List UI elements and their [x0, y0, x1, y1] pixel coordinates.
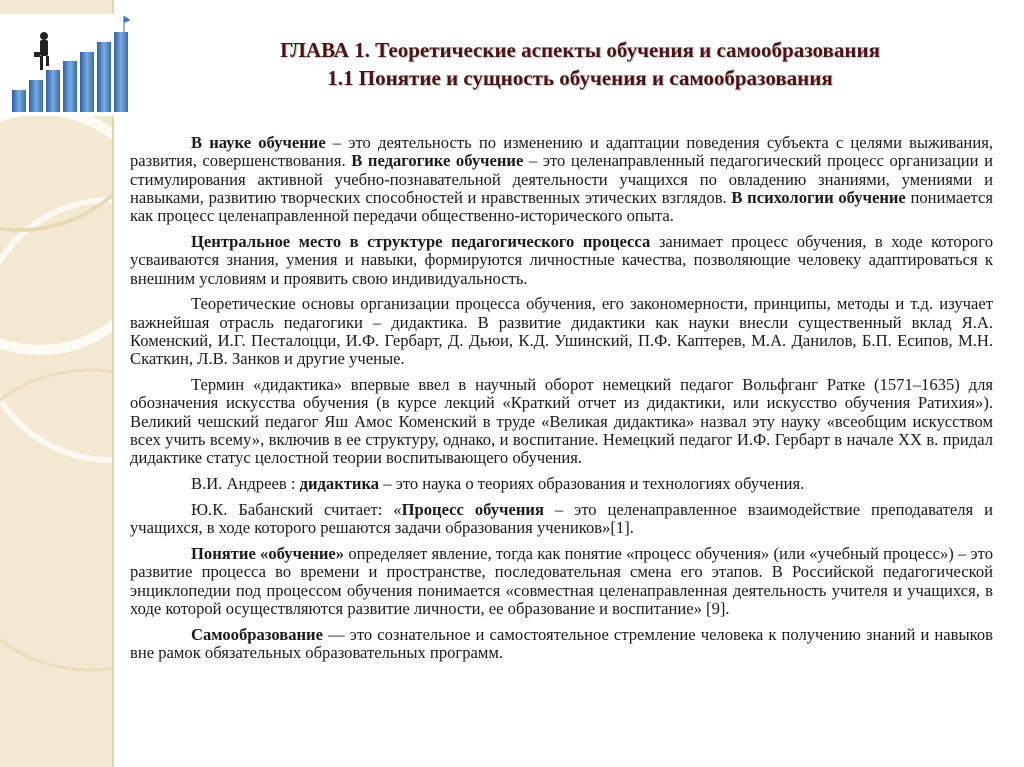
paragraph: [130, 475, 993, 493]
paragraph: [130, 134, 993, 225]
chapter-heading: ГЛАВА 1. Теоретические аспекты обучения и самообразования: [280, 38, 880, 62]
bold-term: Центральное место в структуре педагогического процесса: [191, 231, 651, 251]
paragraph: [130, 376, 993, 467]
paragraph: [130, 626, 993, 663]
bold-term: дидактика: [299, 474, 380, 494]
bar: [29, 80, 43, 112]
paragraph: [130, 545, 993, 618]
bar: [114, 32, 128, 112]
stairs-growth-image: [0, 14, 150, 116]
paragraph: [130, 233, 993, 288]
paragraph: [130, 501, 993, 538]
bold-term: Процесс обучения: [401, 499, 544, 519]
bold-term: В педагогике обучение: [351, 151, 524, 171]
bar: [63, 61, 77, 112]
text-segment: Теоретические основы организации процесса обучения, его закономерности, принципы, методы и т.д. изучает важнейшая отрасль педагогики – дидактика. В развитие дидактики как науки внесли существенный вклад Я.А. Коменский, И.Г. Песталоцци, И.Ф. Гербарт, Д. Дьюи, К.Д. Ушинский, П.Ф. Каптерев, М.А. Данилов, Б.П. Есипов, М.Н. Скаткин, Л.В. Занков и другие ученые.: [130, 294, 993, 369]
text-segment: Термин «дидактика» впервые ввел в научный оборот немецкий педагог Вольфганг Ратке (1571–1635) для обозначения искусства обучения (в курсе лекций «Краткий отчет из дидактики, или искусство обучения Ратихия»). Великий чешский педагог Яш Амос Коменский в труде «Великая дидактика» назвал эту науку «всеобщим искусством всех учить всему», включив в ее структуру, однако, и воспитание. Немецкий педагог И.Ф. Гербарт в начале XX в. придал дидактике статус целостной теории воспитывающего обучения.: [130, 375, 993, 468]
bar: [12, 90, 26, 112]
bold-term: Понятие «обучение»: [191, 543, 345, 563]
text-segment: понимается как процесс целенаправленной передачи общественно-исторического опыта.: [130, 187, 994, 226]
bold-term: В психологии обучение: [731, 187, 906, 207]
text-segment: – это наука о теориях образования и технологиях обучения.: [379, 474, 805, 494]
bold-term: Самообразование: [191, 624, 323, 644]
text-segment: занимает процесс обучения, в ходе которого усваиваются знания, умения и навыки, формируются личностные качества, позволяющие человеку адаптироваться к внешним условиям и проявить свою индивидуальность.: [130, 231, 993, 288]
text-segment: – это деятельность по изменению и адаптации поведения субъекта с целями выживания, развития, совершенствования.: [130, 133, 993, 171]
person-figure: [34, 32, 49, 70]
bar: [46, 70, 60, 112]
text-segment: – это целенаправленное взаимодействие преподавателя и учащихся, в ходе которого решаются задачи образования учеников»[1].: [130, 499, 993, 538]
text-segment: Ю.К. Бабанский считает: «: [191, 499, 402, 519]
bold-term: В науке обучение: [191, 133, 326, 152]
text-segment: — это сознательное и самостоятельное стремление человека к получению знаний и навыков вне рамок обязательных образовательных программ.: [130, 624, 993, 662]
paragraph: [130, 295, 993, 368]
text-segment: В.И. Андреев :: [191, 474, 300, 494]
slide-body-text: [130, 134, 993, 670]
bar: [80, 52, 94, 112]
section-heading: 1.1 Понятие и сущность обучения и самообразования: [327, 66, 833, 90]
bar: [97, 42, 111, 112]
text-segment: определяет явление, тогда как понятие «процесс обучения» (или «учебный процесс») – это развитие процесса во времени и пространстве, последовательная смена его этапов. В Российской педагогической энциклопедии под процессом обучения понимается «совместная целенаправленная деятельность учителя и учащихся, в ходе которой осуществляются развитие личности, ее образование и воспитание» [9].: [130, 543, 994, 618]
slide-title: [170, 36, 990, 92]
text-segment: – это целенаправленный педагогический процесс организации и стимулирования активной учебно-познавательной деятельности учащихся по овладению знаниями, умениями и навыками, развитию творческих способностей и нравственных этических взглядов.: [130, 151, 994, 207]
